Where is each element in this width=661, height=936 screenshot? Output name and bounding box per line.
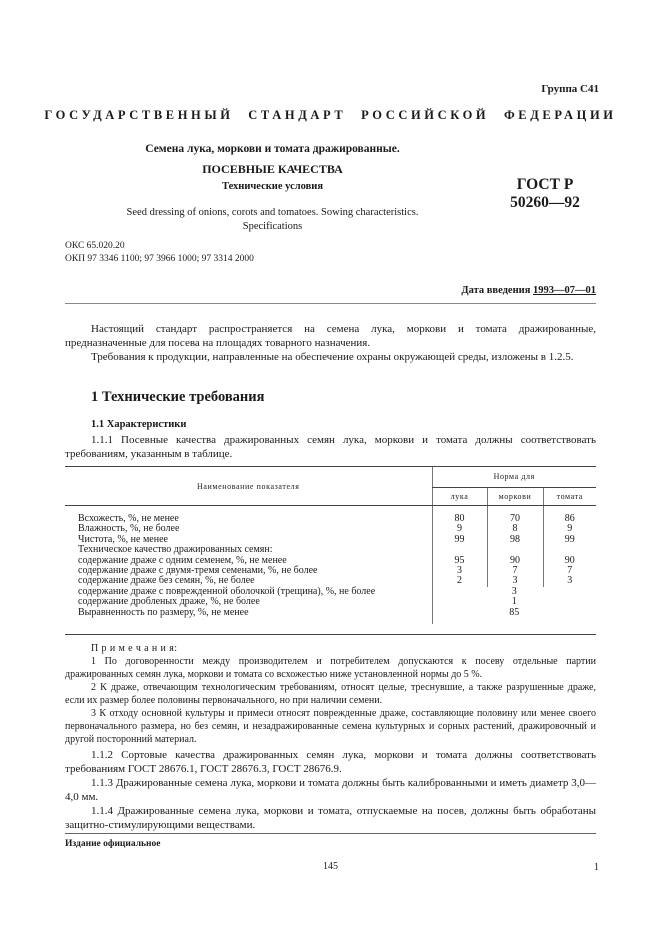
row-name-cell: Влажность, %, не более bbox=[78, 523, 180, 535]
paragraph-1-1-3: 1.1.3 Дражированные семена лука, моркови и томата должны быть калиброванными и иметь диаметр 3,0—4,0 мм. bbox=[65, 777, 596, 803]
tomato-value-cell: 86 bbox=[543, 514, 596, 524]
document-subtitle-2: Технические условия bbox=[221, 181, 324, 192]
common-value-cell: 3 bbox=[432, 587, 596, 597]
note-3: 3 К отходу основной культуры и примеси относят поврежденные драже, составляющие половину или менее своего первоначального размера, но без семян, и незадражированные семена культурных и сорных растений, дражировочный и другой посторонний материал. bbox=[65, 708, 596, 745]
official-edition-label: Издание официальное bbox=[65, 839, 161, 849]
document-subtitle: ПОСЕВНЫЕ КАЧЕСТВА bbox=[202, 162, 343, 176]
introduction-date: Дата введения 1993—07—01 bbox=[461, 285, 596, 296]
note-2: 2 К драже, отвечающим технологическим требованиям, относят целые, треснувшие, а также разрушенные драже, если их размер более половины первоначального, но при наличии семени. bbox=[65, 682, 596, 706]
group-code: Группа С41 bbox=[541, 83, 599, 95]
table-header-name: Наименование показателя bbox=[65, 467, 432, 506]
header-divider bbox=[65, 303, 596, 304]
table-header-onion: лука bbox=[432, 488, 487, 506]
carrot-value-cell: 70 bbox=[487, 514, 543, 524]
intro-paragraph: Настоящий стандарт распространяется на семена лука, моркови и томата дражированные, предназначенные для посева на площадях товарного назначения. bbox=[65, 323, 596, 349]
carrot-value-cell: 7 bbox=[487, 566, 543, 576]
tomato-value-cell: 3 bbox=[543, 576, 596, 586]
onion-value-cell: 95 bbox=[432, 556, 487, 566]
common-value-cell: 85 bbox=[432, 608, 596, 618]
page-number-right: 1 bbox=[594, 862, 599, 873]
row-name-cell: Выравненность по размеру, %, не менее bbox=[78, 606, 249, 618]
onion-value-cell: 80 bbox=[432, 514, 487, 524]
onion-value-cell: 3 bbox=[432, 566, 487, 576]
seed-quality-table bbox=[65, 466, 596, 624]
row-name-cell: содержание драже с одним семенем, %, не менее bbox=[78, 554, 287, 566]
table-header-norm: Норма для bbox=[432, 467, 596, 488]
paragraph-1-1-4: 1.1.4 Дражированные семена лука, моркови и томата, отпускаемые на посев, должны быть обработаны защитно-стимулирующими веществами. bbox=[65, 805, 596, 831]
tomato-value-cell: 7 bbox=[543, 566, 596, 576]
tomato-value-cell: 9 bbox=[543, 524, 596, 534]
carrot-value-cell: 3 bbox=[487, 576, 543, 586]
classification-codes bbox=[65, 240, 254, 266]
onion-value-cell: 2 bbox=[432, 576, 487, 586]
page-number-center: 145 bbox=[323, 861, 338, 872]
tomato-value-cell: 99 bbox=[543, 535, 596, 545]
english-title: Seed dressing of onions, corots and tomatoes. Sowing characteristics. Specifications bbox=[126, 207, 419, 232]
table-header-tomato: томата bbox=[543, 488, 596, 506]
row-name-cell: Чистота, %, не менее bbox=[78, 533, 168, 545]
row-name-cell: Техническое качество дражированных семян: bbox=[78, 544, 273, 556]
table-row bbox=[65, 608, 596, 618]
onion-value-cell: 99 bbox=[432, 535, 487, 545]
gost-number: ГОСТ Р 50260—92 bbox=[510, 176, 580, 211]
carrot-value-cell: 98 bbox=[487, 535, 543, 545]
subsection-heading: 1.1 Характеристики bbox=[91, 419, 187, 430]
row-name-cell: содержание дробленых драже, %, не более bbox=[78, 596, 260, 608]
okp-code: ОКП 97 3346 1100; 97 3966 1000; 97 3314 2000 bbox=[65, 254, 254, 264]
footer-divider bbox=[65, 833, 596, 834]
carrot-value-cell: 90 bbox=[487, 556, 543, 566]
notes-title: П р и м е ч а н и я: bbox=[91, 643, 178, 654]
paragraph-1-1-1: 1.1.1 Посевные качества дражированных семян лука, моркови и томата должны соответствовать требованиям, указанным в таблице. bbox=[65, 434, 596, 460]
state-standard-title: ГОСУДАРСТВЕННЫЙ СТАНДАРТ РОССИЙСКОЙ ФЕДЕРАЦИИ bbox=[44, 108, 617, 122]
carrot-value-cell: 8 bbox=[487, 524, 543, 534]
tomato-value-cell: 90 bbox=[543, 556, 596, 566]
row-name-cell: содержание драже с двумя-тремя семенами, %, не более bbox=[78, 565, 318, 577]
section-heading: 1 Технические требования bbox=[91, 389, 265, 405]
intro-paragraph-2: Требования к продукции, направленные на обеспечение охраны окружающей среды, изложены в 1.2.5. bbox=[91, 351, 574, 363]
row-name-cell: Всхожесть, %, не менее bbox=[78, 513, 179, 524]
table-bottom-rule bbox=[65, 634, 596, 635]
okc-code: ОКС 65.020.20 bbox=[65, 241, 125, 251]
paragraph-1-1-2: 1.1.2 Сортовые качества дражированных семян лука, моркови и томата должны соответствовать требованиям ГОСТ 28676.1, ГОСТ 28676.3, ГОСТ 28676.9. bbox=[65, 749, 596, 775]
row-name-cell: содержание драже без семян, %, не более bbox=[78, 575, 255, 587]
row-name-cell: содержание драже с поврежденной оболочкой (трещина), %, не более bbox=[78, 585, 376, 597]
document-title: Семена лука, моркови и томата дражированные. bbox=[145, 143, 400, 155]
notes-block bbox=[65, 642, 596, 746]
onion-value-cell: 9 bbox=[432, 524, 487, 534]
table-header-carrot: моркови bbox=[487, 488, 543, 506]
common-value-cell: 1 bbox=[432, 597, 596, 607]
note-1: 1 По договоренности между производителем и потребителем допускаются к посеву отдельные партии дражированных семян лука, моркови и томата со всхожестью ниже установленной нормы до 5 %. bbox=[65, 656, 596, 680]
